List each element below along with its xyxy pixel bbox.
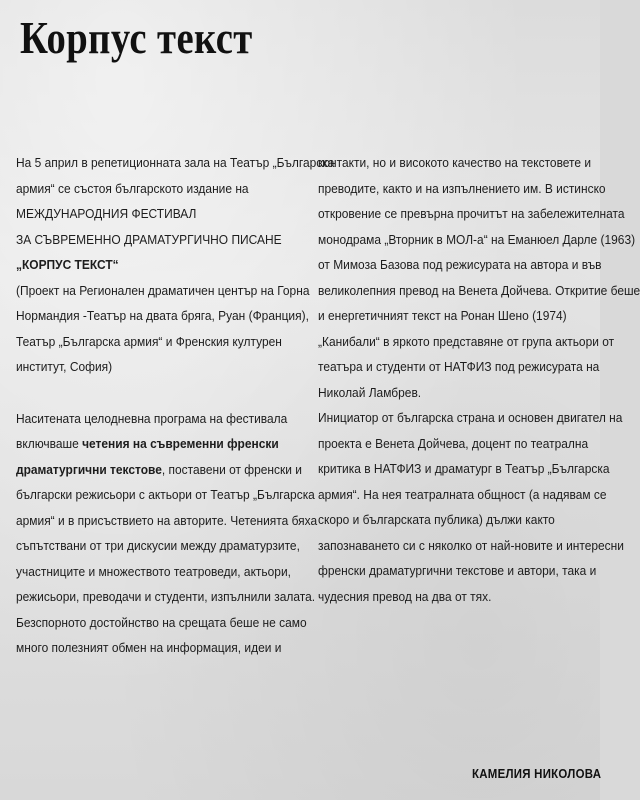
- article-text-line: монодрама „Вторник в МОЛ-а“ на Еманюел Дарле (1963): [318, 231, 636, 247]
- article-left-column: [16, 150, 335, 661]
- article-text-line: проекта е Венета Дойчева, доцент по театрална: [318, 435, 589, 451]
- article-text-line: френски драматургични текстове и автори, така и: [318, 563, 597, 578]
- article-text-line: Николай Ламбрев.: [318, 384, 422, 400]
- article-text-line: МЕЖДУНАРОДНИЯ ФЕСТИВАЛ: [16, 206, 197, 221]
- article-text-line: великолепния превод на Венета Дойчева. Откритие беше: [318, 282, 640, 298]
- article-text-line: Безспорното достойнство на срещата беше не само: [16, 614, 307, 630]
- article-text-line: армия“ и в присъствието на авторите. Четенията бяха: [16, 512, 318, 528]
- emphasized-text: четения на съвременни френски: [82, 436, 279, 451]
- article-text-line: армия“ се състоя българското издание на: [16, 180, 249, 196]
- emphasized-text: драматургични текстове: [16, 461, 162, 477]
- article-text-line: [16, 380, 274, 406]
- article-text-line: театъра и студенти от НАТФИЗ под режисурата на: [318, 359, 600, 374]
- article-text-line: Наситената целодневна програма на фестивала: [16, 410, 288, 426]
- article-text-line: драматургични текстове, поставени от френски и: [16, 461, 302, 477]
- article-text-line: и енергетичният текст на Ронан Шено (1974): [318, 308, 567, 323]
- article-text-line: преводите, както и на изпълнението им. В истинско: [318, 180, 606, 196]
- article-text-line: На 5 април в репетиционната зала на Театър „Българска: [16, 155, 335, 170]
- article-text-line: включваше четения на съвременни френски: [16, 436, 279, 451]
- article-text-line: ЗА СЪВРЕМЕННО ДРАМАТУРГИЧНО ПИСАНЕ: [16, 231, 282, 247]
- article-text-line: критика в НАТФИЗ и драматург в Театър „Българска: [318, 461, 610, 476]
- article-text-line: запознаването си с няколко от най-новите и интересни: [318, 537, 624, 553]
- article-text-line: чудесния превод на два от тях.: [318, 588, 492, 604]
- article-text-line: режисьори, преводачи и студенти, изпълнили залата.: [16, 589, 316, 604]
- article-text-line: „КОРПУС ТЕКСТ“: [16, 257, 119, 272]
- article-text-line: много полезният обмен на информация, идеи и: [16, 640, 282, 655]
- article-headline: Корпус текст: [20, 12, 253, 63]
- article-text-line: откровение се превърна прочитът на забележителната: [318, 206, 625, 221]
- article-text-line: „Канибали“ в яркото представяне от група актьори от: [318, 333, 615, 349]
- article-text-line: армия“. На нея театралната общност (а надявам се: [318, 486, 607, 502]
- article-text-line: съпътствани от три дискусии между драматурзите,: [16, 538, 300, 553]
- author-byline: КАМЕЛИЯ НИКОЛОВА: [472, 766, 602, 781]
- article-text-line: Театър „Българска армия“ и Френския културен: [16, 333, 282, 349]
- article-text-line: институт, София): [16, 359, 113, 374]
- article-text-line: Инициатор от българска страна и основен двигател на: [318, 410, 623, 425]
- article-text-line: (Проект на Регионален драматичен център на Горна: [16, 282, 310, 298]
- article-right-column: [318, 150, 640, 609]
- article-text-line: участниците и множеството театроведи, актьори,: [16, 563, 291, 579]
- article-text-line: скоро и българската публика) дължи както: [318, 512, 555, 527]
- article-text-line: Нормандия -Театър на двата бряга, Руан (Франция),: [16, 308, 309, 323]
- article-text-line: от Мимоза Базова под режисурата на автора и във: [318, 257, 602, 272]
- article-text-line: български режисьори с актьори от Театър „Българска: [16, 487, 315, 502]
- article-text-line: контакти, но и високото качество на текстовете и: [318, 155, 592, 170]
